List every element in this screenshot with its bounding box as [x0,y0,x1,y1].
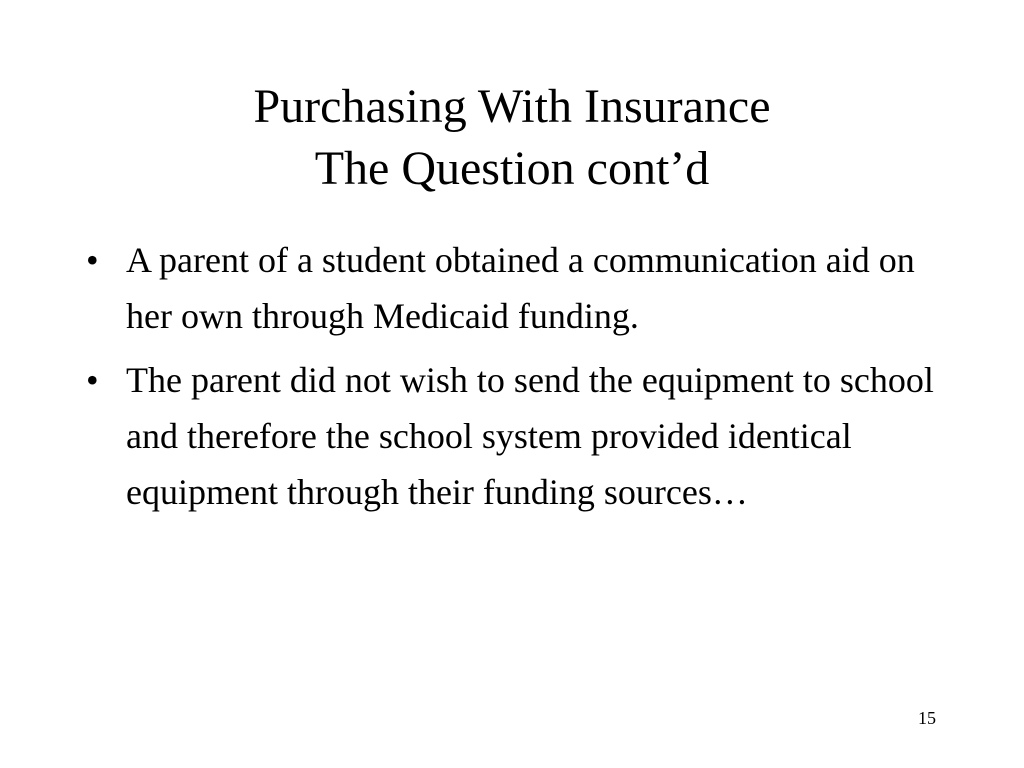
bullet-text-2: The parent did not wish to send the equipment to school and therefore the school system provided identical equipment through their funding sources… [126,360,934,512]
title-line-2: The Question cont’d [314,142,710,195]
bullet-item-2 [86,352,946,520]
bullet-text-1: A parent of a student obtained a communication aid on her own through Medicaid funding. [126,240,915,336]
bullet-icon: • [86,240,99,280]
bullet-icon: • [86,360,99,400]
bullet-item-1 [86,232,946,344]
title-line-1: Purchasing With Insurance [253,80,771,133]
slide-title [0,76,1024,200]
page-number: 15 [918,708,936,728]
bullet-list [86,232,946,528]
